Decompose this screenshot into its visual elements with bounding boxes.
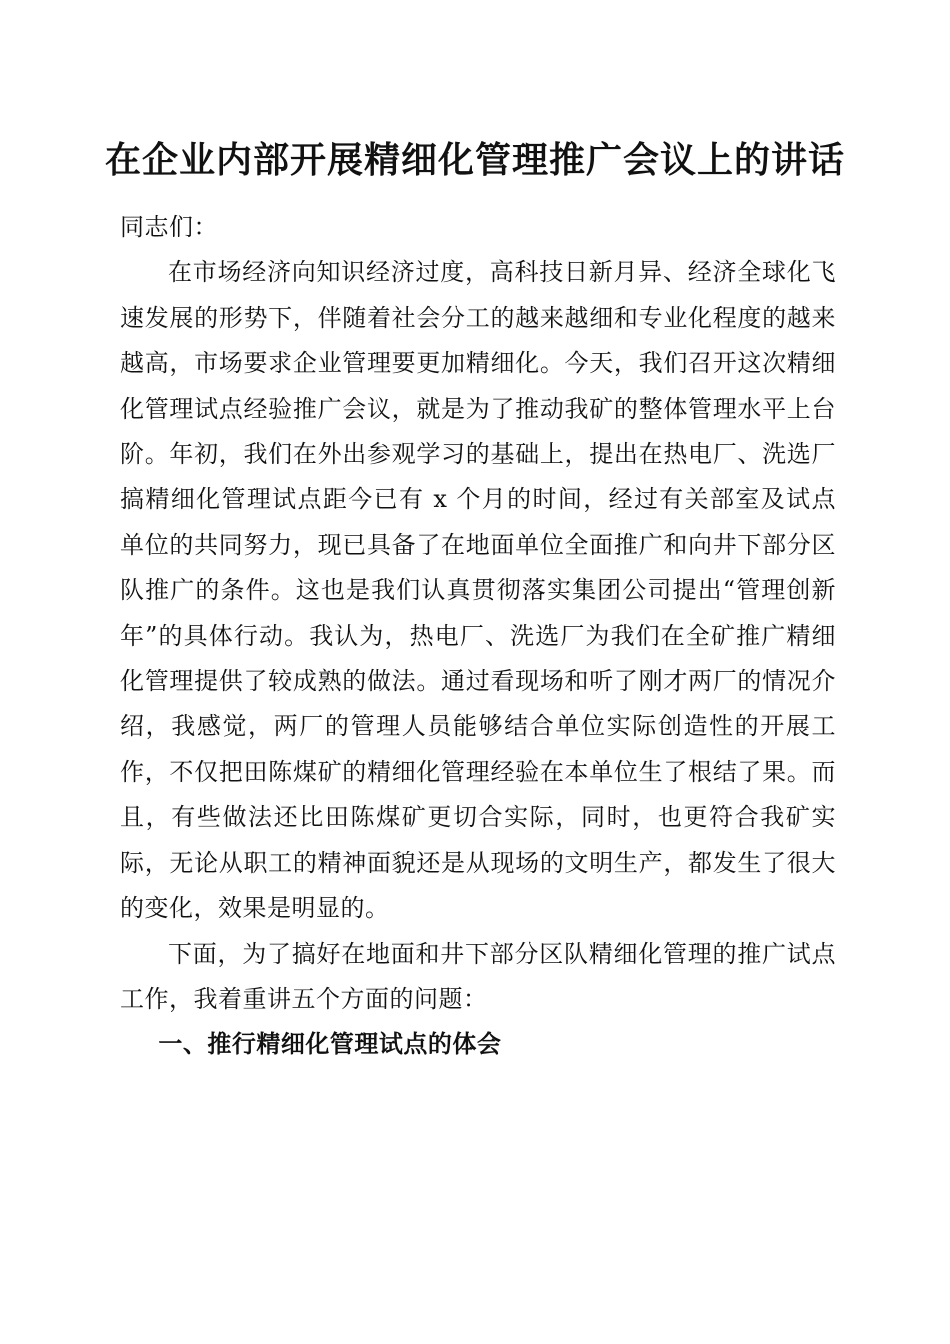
section-heading-1: 一、推行精细化管理试点的体会 [158, 1030, 502, 1059]
salutation: 同志们： [120, 213, 218, 241]
document-body [120, 205, 836, 1068]
paragraph-outline: 下面，为了搞好在地面和井下部分区队精细化管理的推广试点工作，我着重讲五个方面的问题： [120, 939, 836, 1013]
document-title: 在企业内部开展精细化管理推广会议上的讲话 [104, 139, 845, 181]
paragraph-intro: 在市场经济向知识经济过度，高科技日新月异、经济全球化飞速发展的形势下，伴随着社会分工的越来越细和专业化程度的越来越高，市场要求企业管理要更加精细化。今天，我们召开这次精细化管理试点经验推广会议，就是为了推动我矿的整体管理水平上台阶。年初，我们在外出参观学习的基础上，提出在热电厂、洗选厂搞精细化管理试点距今已有 x 个月的时间，经过有关部室及试点单位的共同努力，现已具备了在地面单位全面推广和向井下部分区队推广的条件。这也是我们认真贯彻落实集团公司提出“管理创新年”的具体行动。我认为，热电厂、洗选厂为我们在全矿推广精细化管理提供了较成熟的做法。通过看现场和听了刚才两厂的情况介绍，我感觉，两厂的管理人员能够结合单位实际创造性的开展工作，不仅把田陈煤矿的精细化管理经验在本单位生了根结了果。而且，有些做法还比田陈煤矿更切合实际，同时，也更符合我矿实际，无论从职工的精神面貌还是从现场的文明生产，都发生了很大的变化，效果是明显的。 [120, 258, 836, 923]
